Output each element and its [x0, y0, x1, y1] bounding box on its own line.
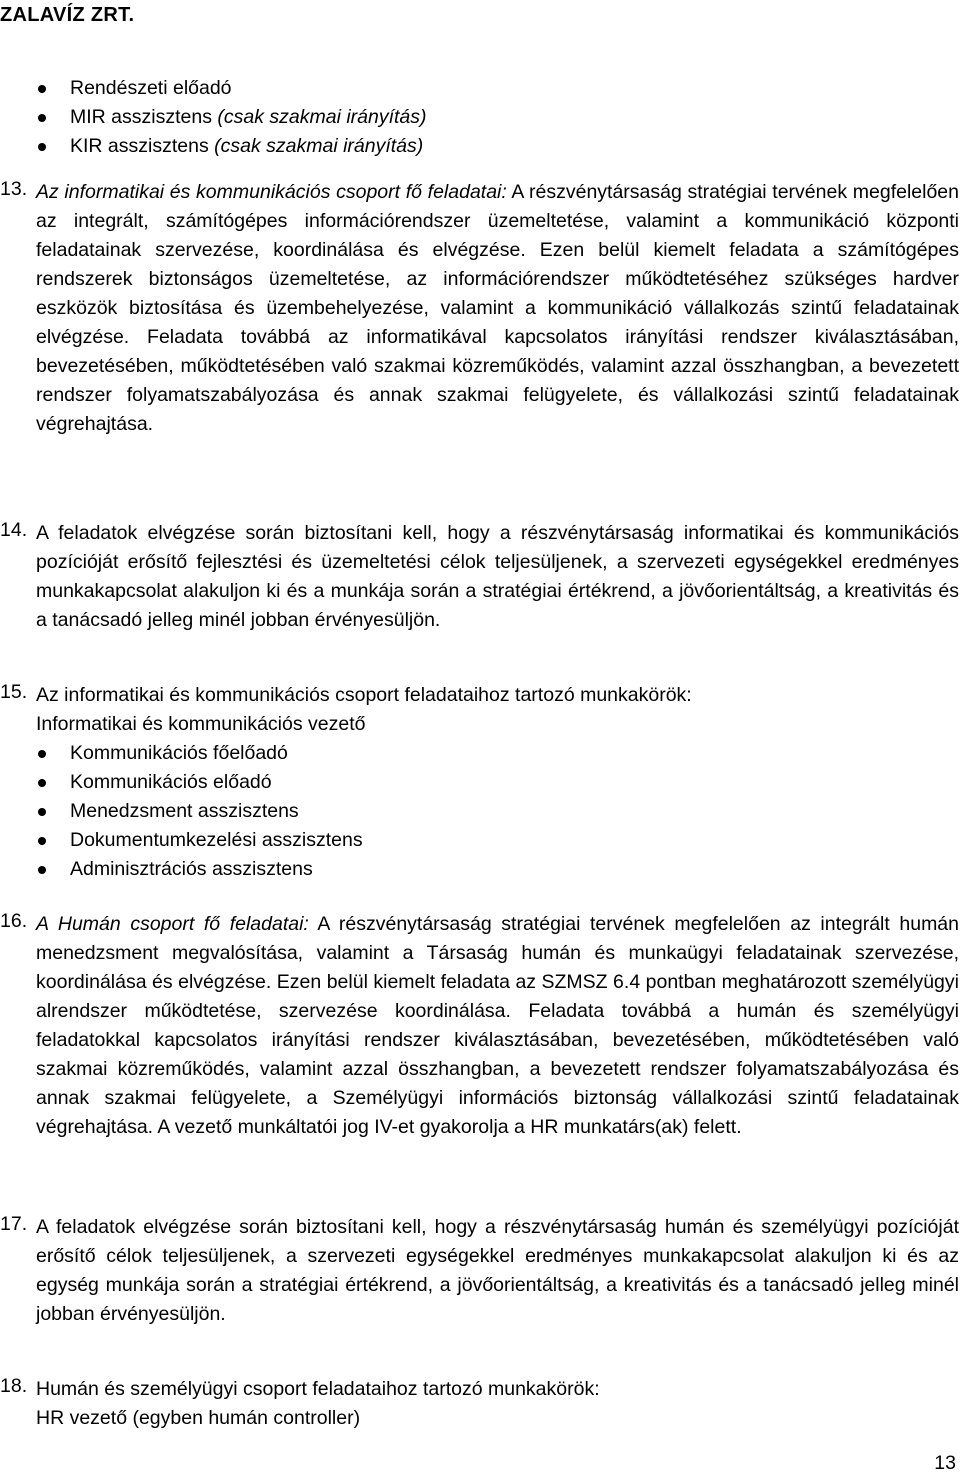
section-number: 13. [0, 178, 28, 200]
section-13 [0, 178, 959, 439]
section-17 [0, 1213, 959, 1329]
section-number: 18. [0, 1375, 28, 1397]
list-item: MIR asszisztens (csak szakmai irányítás) [0, 103, 960, 132]
bullet-icon [38, 85, 46, 93]
list-item: Kommunikációs előadó [0, 768, 960, 797]
bullet-icon [38, 750, 46, 758]
section-lead: Az informatikai és kommunikációs csoport fő feladatai: [36, 181, 507, 203]
section-paragraph: A feladatok elvégzése során biztosítani kell, hogy a részvénytársaság humán és személyügyi pozícióját erősítő célok teljesüljenek, a szervezeti egységekkel eredményes munkakapcsolat alakuljon ki és az egység munkája során a stratégiai értékrend, a jövőorientáltság, a kreativitás és a tanácsadó jelleg minél jobban érvényesüljön. [36, 1216, 959, 1325]
section-heading: Humán és személyügyi csoport feladataihoz tartozó munkakörök: [36, 1378, 600, 1400]
section-number: 15. [0, 681, 28, 703]
bullet-icon [38, 143, 46, 151]
top-role-list [0, 74, 960, 161]
bullet-icon [38, 779, 46, 787]
bullet-icon [38, 837, 46, 845]
section-15 [0, 681, 959, 739]
company-header: ZALAVÍZ ZRT. [0, 4, 135, 26]
section-heading: Az informatikai és kommunikációs csoport feladataihoz tartozó munkakörök: [36, 684, 692, 706]
section-paragraph: A Humán csoport fő feladatai: A részvénytársaság stratégiai tervének megfelelően az integrált humán menedzsment megvalósítása, valamint a Társaság humán és munkaügyi feladatainak szervezése, koordinálása és elvégzése. Ezen belül kiemelt feladata az SZMSZ 6.4 pontban meghatározott személyügyi alrendszer működtetése, szervezése koordinálása. Feladata továbbá a humán és személyügyi feladatokkal kapcsolatos irányítási rendszer kiválasztásában, bevezetésében, működtetésében való szakmai közreműködés, valamint azzal összhangban, a bevezetett rendszer folyamatszabályozása és annak szakmai felügyelete, a Személyügyi információs biztonság vállalkozási szintű feladatainak végrehajtása. A vezető munkáltatói jog IV-et gyakorolja a HR munkatárs(ak) felett. [36, 913, 959, 1138]
list-item: Menedzsment asszisztens [0, 797, 960, 826]
bullet-icon [38, 114, 46, 122]
bullet-icon [38, 866, 46, 874]
bullet-icon [38, 808, 46, 816]
list-item: Rendészeti előadó [0, 74, 960, 103]
section-paragraph: A feladatok elvégzése során biztosítani kell, hogy a részvénytársaság informatikai és kommunikációs pozícióját erősítő fejlesztési és üzemeltetési célok teljesüljenek, a szervezeti egységekkel eredményes munkakapcsolat alakuljon ki és a munkája során a stratégiai értékrend, a jövőorientáltság, a kreativitás és a tanácsadó jelleg minél jobban érvényesüljön. [36, 522, 959, 631]
list-item: KIR asszisztens (csak szakmai irányítás) [0, 132, 960, 161]
section-16 [0, 910, 959, 1142]
section-paragraph: Az informatikai és kommunikációs csoport fő feladatai: A részvénytársaság stratégiai tervének megfelelően az integrált, számítógépes információrendszer üzemeltetése, valamint a kommunikáció központi feladatainak szervezése, koordinálása és elvégzése. Ezen belül kiemelt feladata a számítógépes rendszerek biztonságos üzemeltetése, az információrendszer működtetéséhez szükséges hardver eszközök biztosítása és üzembehelyezése, valamint a kommunikáció vállalkozás szintű feladatainak elvégzése. Feladata továbbá az informatikával kapcsolatos irányítási rendszer kiválasztásában, bevezetésében, működtetésében való szakmai közreműködés, valamint azzal összhangban, a bevezetett rendszer folyamatszabályozása és annak szakmai felügyelete, és vállalkozási szintű feladatainak végrehajtása. [36, 181, 959, 435]
page-number: 13 [934, 1452, 956, 1474]
section-18 [0, 1375, 959, 1433]
section-number: 14. [0, 519, 28, 541]
section-number: 17. [0, 1213, 28, 1235]
list-item: Kommunikációs főelőadó [0, 739, 960, 768]
section-subheading: HR vezető (egyben humán controller) [36, 1407, 361, 1429]
ikt-role-list [0, 739, 960, 884]
section-number: 16. [0, 910, 28, 932]
section-subheading: Informatikai és kommunikációs vezető [36, 713, 366, 735]
section-14 [0, 519, 959, 635]
list-item: Adminisztrációs asszisztens [0, 855, 960, 884]
list-item: Dokumentumkezelési asszisztens [0, 826, 960, 855]
section-lead: A Humán csoport fő feladatai: [36, 913, 309, 935]
